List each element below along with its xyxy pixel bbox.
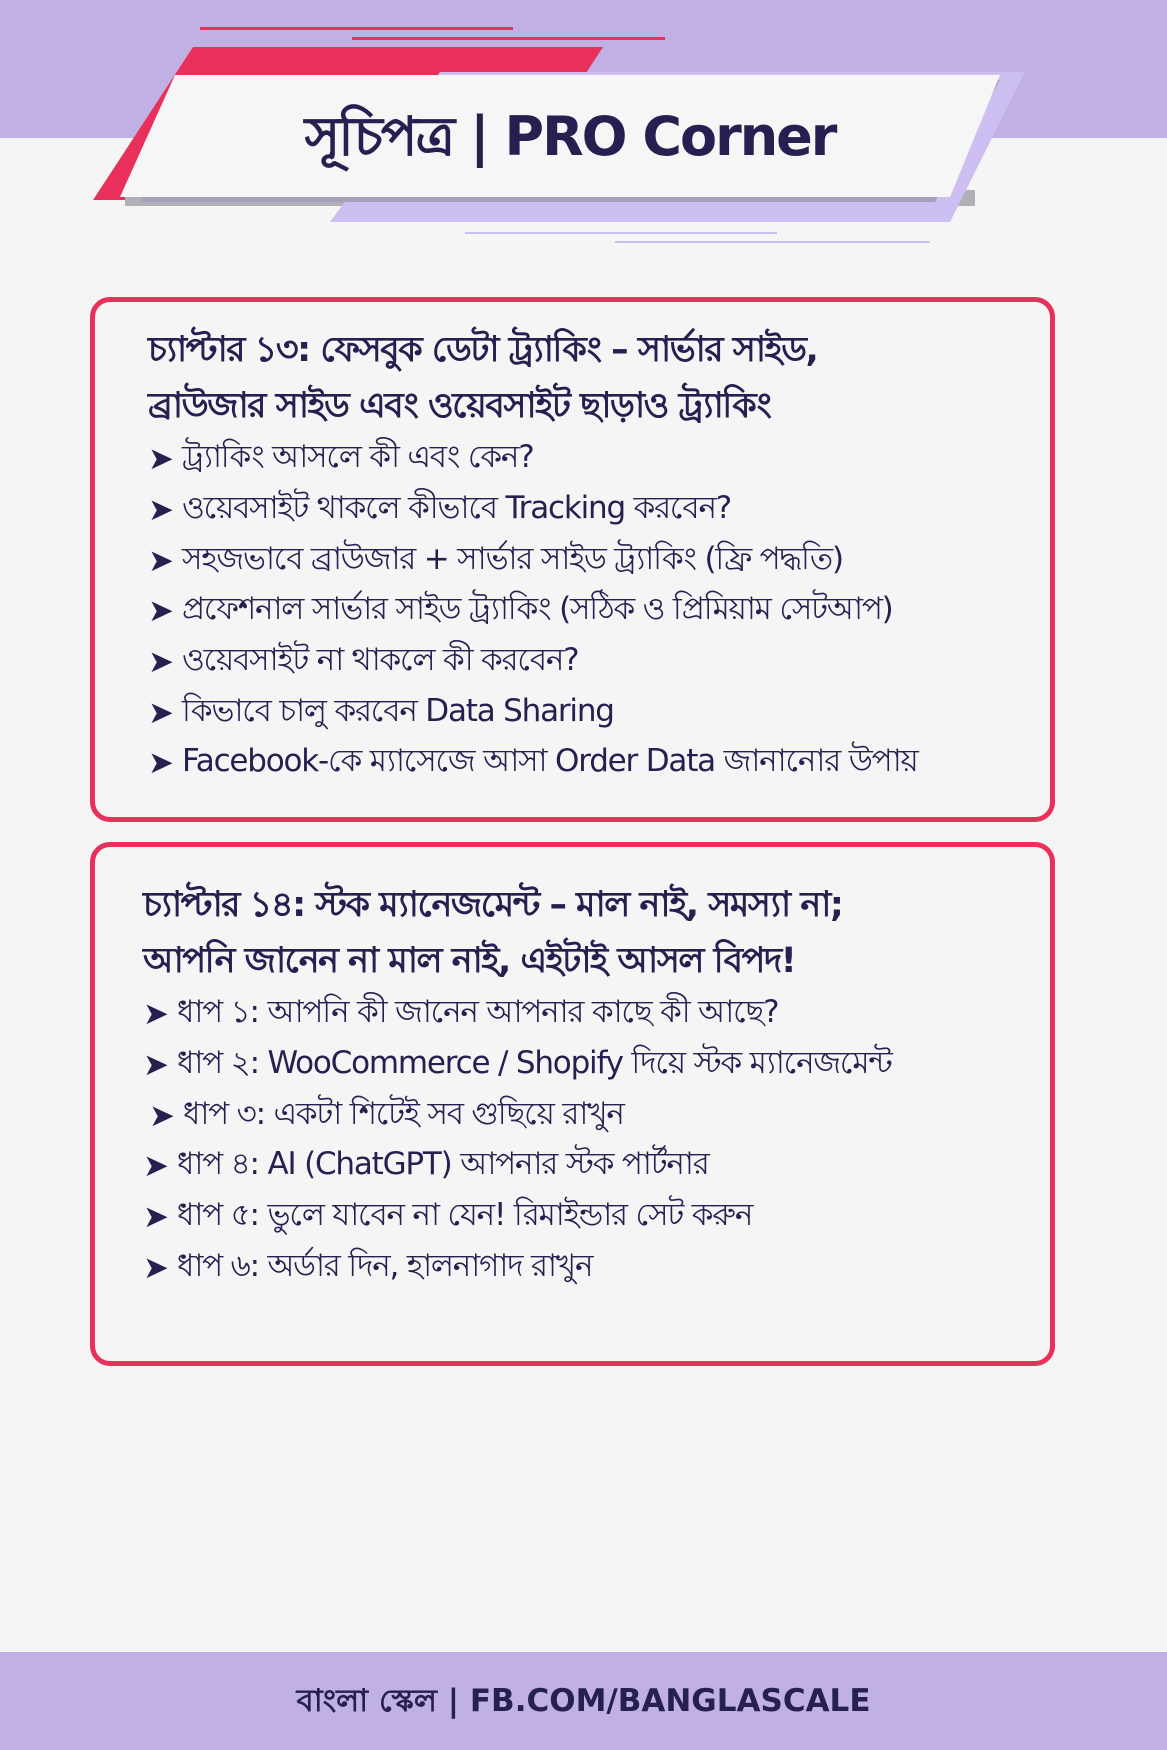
list-item-label: ওয়েবসাইট থাকলে কীভাবে Tracking করবেন? [181,490,731,527]
chapter-13-card [90,297,1055,822]
list-item [143,1090,1050,1141]
list-item-label: ধাপ ৪: AI (ChatGPT) আপনার স্টক পার্টনার [176,1146,709,1183]
list-item [148,485,1050,536]
list-item [143,1141,1050,1192]
list-item [143,989,1050,1040]
arrowhead-icon: ➤ [148,593,174,630]
chapter-14-card [90,842,1055,1366]
arrowhead-icon: ➤ [143,1047,169,1084]
footer-brand-link[interactable]: বাংলা স্কেল | FB.COM/BANGLASCALE [296,1683,871,1719]
arrowhead-icon: ➤ [143,1249,169,1286]
title-underline-accent [615,241,930,243]
chapter-title-line: চ্যাপ্টার ১৩: ফেসবুক ডেটা ট্র্যাকিং – সার্ভার সাইড, [148,330,818,370]
list-item [148,586,1050,637]
chapter-13-list [95,434,1050,789]
arrowhead-icon: ➤ [149,1097,175,1134]
chapter-14-title [95,847,1050,989]
arrowhead-icon: ➤ [148,492,174,529]
footer-band [0,1652,1167,1750]
chapter-13-title [95,302,1050,434]
list-item [143,1242,1050,1293]
list-item [148,434,1050,485]
list-item-label: ধাপ ৬: অর্ডার দিন, হালনাগাদ রাখুন [176,1247,593,1284]
list-item [148,738,1050,789]
list-item-label: ধাপ ১: আপনি কী জানেন আপনার কাছে কী আছে? [176,994,779,1031]
page-title: সূচিপত্র | PRO Corner [304,105,836,168]
arrowhead-icon: ➤ [148,441,174,478]
arrowhead-icon: ➤ [148,745,174,782]
list-item-label: Facebook-কে ম্যাসেজে আসা Order Data জানানোর উপায় [181,743,918,780]
list-item [148,535,1050,586]
list-item-label: সহজভাবে ব্রাউজার + সার্ভার সাইড ট্র্যাকিং (ফ্রি পদ্ধতি) [181,540,843,577]
list-item [143,1192,1050,1243]
arrowhead-icon: ➤ [148,542,174,579]
arrowhead-icon: ➤ [143,1148,169,1185]
list-item [148,637,1050,688]
list-item-label: ধাপ ৩: একটা শিটেই সব গুছিয়ে রাখুন [182,1095,624,1132]
list-item-label: ধাপ ৫: ভুলে যাবেন না যেন! রিমাইন্ডার সেট করুন [176,1197,753,1234]
title-underline-accent [465,232,777,234]
arrowhead-icon: ➤ [143,1199,169,1236]
list-item-label: ওয়েবসাইট না থাকলে কী করবেন? [181,642,579,679]
chapter-title-line: আপনি জানেন না মাল নাই, এইটাই আসল বিপদ! [143,941,796,981]
top-accent-line [352,37,665,40]
list-item [148,687,1050,738]
chapter-14-list [95,989,1050,1293]
list-item-label: ট্র্যাকিং আসলে কী এবং কেন? [181,439,534,476]
arrowhead-icon: ➤ [148,644,174,681]
list-item-label: কিভাবে চালু করবেন Data Sharing [181,692,614,729]
arrowhead-icon: ➤ [143,996,169,1033]
top-accent-line [200,27,513,30]
list-item-label: ধাপ ২: WooCommerce / Shopify দিয়ে স্টক ম্যানেজমেন্ট [176,1045,892,1082]
chapter-title-line: চ্যাপ্টার ১৪: স্টক ম্যানেজমেন্ট – মাল নাই, সমস্যা না; [143,885,843,925]
arrowhead-icon: ➤ [148,694,174,731]
list-item-label: প্রফেশনাল সার্ভার সাইড ট্র্যাকিং (সঠিক ও প্রিমিয়াম সেটআপ) [181,591,893,628]
chapter-title-line: ব্রাউজার সাইড এবং ওয়েবসাইট ছাড়াও ট্র্যাকিং [148,386,771,426]
list-item [143,1040,1050,1091]
